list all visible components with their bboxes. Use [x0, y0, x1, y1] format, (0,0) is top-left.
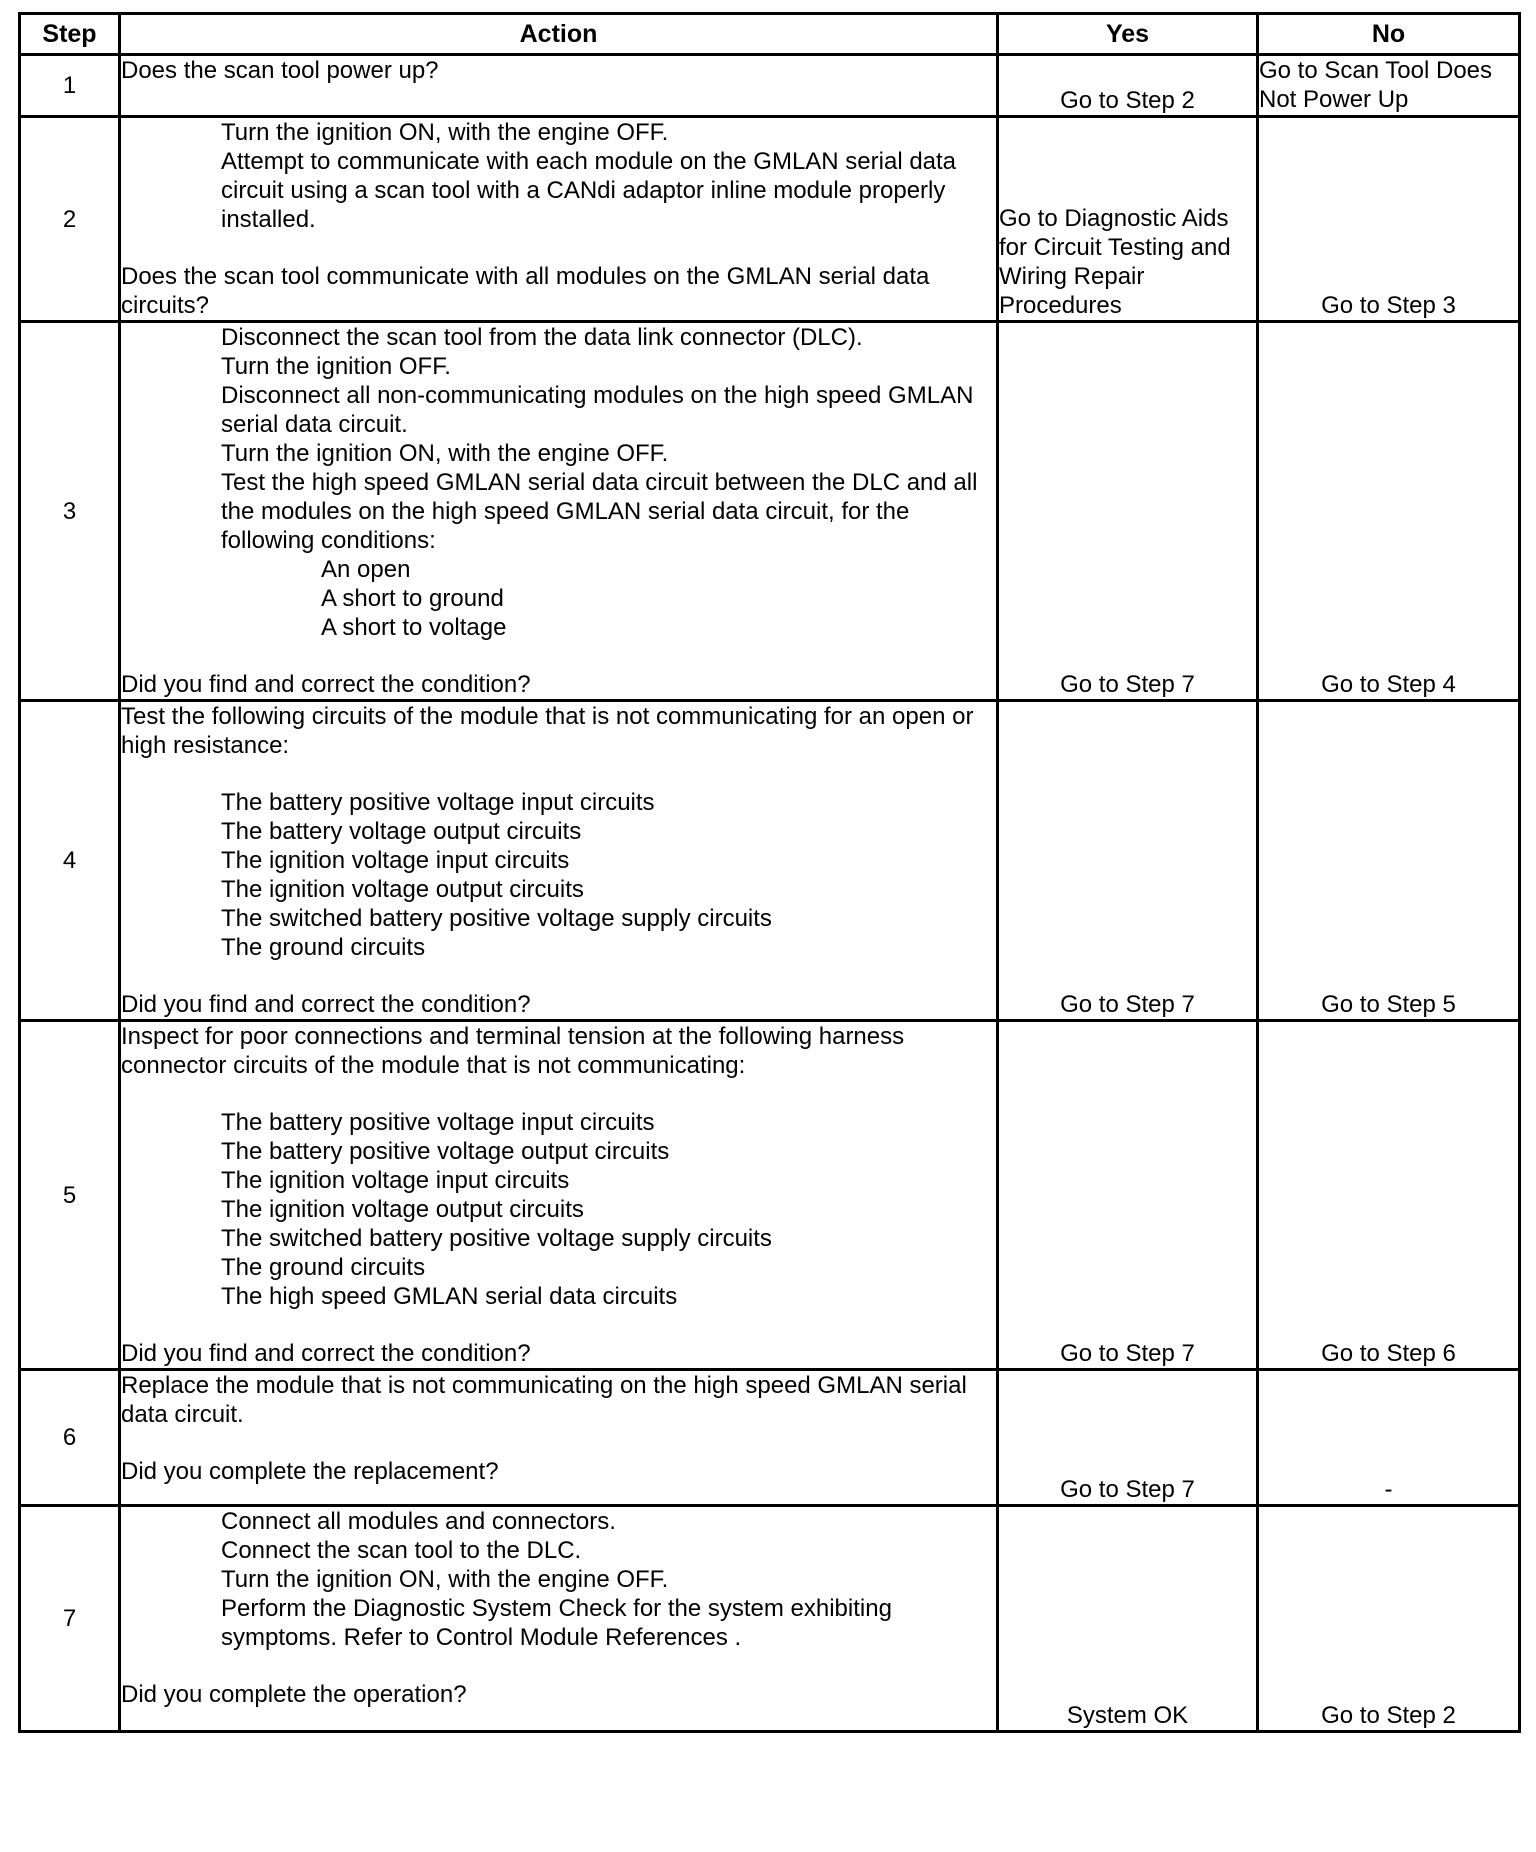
- yes-cell: Go to Step 7: [998, 1021, 1258, 1370]
- step-number: 5: [20, 1021, 120, 1370]
- action-cell: [120, 1370, 998, 1506]
- step-number: 7: [20, 1506, 120, 1732]
- instruction-item: Turn the ignition ON, with the engine OFF.: [221, 440, 669, 467]
- circuit-item: The ignition voltage input circuits: [221, 1167, 570, 1194]
- header-step: Step: [20, 14, 120, 55]
- circuit-item: The ground circuits: [221, 934, 426, 961]
- action-cell: [120, 117, 998, 322]
- action-question: Did you find and correct the condition?: [121, 671, 531, 698]
- circuit-item: The ground circuits: [221, 1254, 426, 1281]
- circuit-item: The ignition voltage input circuits: [221, 847, 570, 874]
- yes-cell: Go to Step 2: [998, 55, 1258, 117]
- yes-cell: System OK: [998, 1506, 1258, 1732]
- header-no: No: [1258, 14, 1520, 55]
- instruction-item: Turn the ignition ON, with the engine OFF.: [221, 119, 669, 146]
- instruction-item: Disconnect all non-communicating modules on the high speed GMLAN serial data circuit.: [221, 382, 974, 438]
- table-header-row: [20, 14, 1520, 55]
- step-number: 6: [20, 1370, 120, 1506]
- diagnostic-table: [18, 12, 1521, 1733]
- instruction-item: Turn the ignition OFF.: [221, 353, 451, 380]
- step-number: 3: [20, 322, 120, 701]
- circuit-item: The ignition voltage output circuits: [221, 1196, 584, 1223]
- action-intro: Inspect for poor connections and terminal tension at the following harness connector circuits of the module that is not communicating:: [121, 1023, 905, 1079]
- yes-cell: Go to Step 7: [998, 701, 1258, 1021]
- action-cell: [120, 322, 998, 701]
- action-question: Did you complete the replacement?: [121, 1458, 499, 1485]
- circuit-item: The switched battery positive voltage supply circuits: [221, 1225, 772, 1252]
- instruction-item: Connect the scan tool to the DLC.: [221, 1537, 582, 1564]
- instruction-item: Turn the ignition ON, with the engine OFF.: [221, 1566, 669, 1593]
- instruction-item: Disconnect the scan tool from the data link connector (DLC).: [221, 324, 863, 351]
- table-row: [20, 701, 1520, 1021]
- table-row: [20, 322, 1520, 701]
- circuit-item: The battery voltage output circuits: [221, 818, 582, 845]
- action-cell: [120, 1021, 998, 1370]
- yes-cell: Go to Diagnostic Aids for Circuit Testing and Wiring Repair Procedures: [998, 117, 1258, 322]
- header-yes: Yes: [998, 14, 1258, 55]
- no-cell: Go to Scan Tool Does Not Power Up: [1258, 55, 1520, 117]
- step-number: 2: [20, 117, 120, 322]
- condition-item: A short to ground: [321, 585, 504, 612]
- condition-item: A short to voltage: [321, 614, 507, 641]
- table-row: [20, 55, 1520, 117]
- action-question: Did you find and correct the condition?: [121, 991, 531, 1018]
- no-cell: Go to Step 5: [1258, 701, 1520, 1021]
- no-cell: -: [1258, 1370, 1520, 1506]
- action-question: Does the scan tool communicate with all modules on the GMLAN serial data circuits?: [121, 263, 930, 319]
- action-question: Does the scan tool power up?: [121, 57, 439, 84]
- no-cell: Go to Step 6: [1258, 1021, 1520, 1370]
- circuit-item: The high speed GMLAN serial data circuits: [221, 1283, 678, 1310]
- table-row: [20, 1021, 1520, 1370]
- yes-cell: Go to Step 7: [998, 322, 1258, 701]
- condition-item: An open: [321, 556, 411, 583]
- step-number: 1: [20, 55, 120, 117]
- no-cell: Go to Step 3: [1258, 117, 1520, 322]
- header-action: Action: [120, 14, 998, 55]
- step-number: 4: [20, 701, 120, 1021]
- instruction-item: Attempt to communicate with each module on the GMLAN serial data circuit using a scan tool with a CANdi adaptor inline module properly installed.: [221, 148, 957, 233]
- action-cell: [120, 55, 998, 117]
- circuit-item: The battery positive voltage input circuits: [221, 1109, 655, 1136]
- circuit-item: The switched battery positive voltage supply circuits: [221, 905, 772, 932]
- instruction-item: Test the high speed GMLAN serial data circuit between the DLC and all the modules on the high speed GMLAN serial data circuit, for the following conditions:: [221, 469, 978, 554]
- action-question: Did you complete the operation?: [121, 1681, 467, 1708]
- yes-cell: Go to Step 7: [998, 1370, 1258, 1506]
- action-intro: Replace the module that is not communicating on the high speed GMLAN serial data circuit.: [121, 1372, 967, 1428]
- instruction-item: Connect all modules and connectors.: [221, 1508, 616, 1535]
- action-question: Did you find and correct the condition?: [121, 1340, 531, 1367]
- action-cell: [120, 1506, 998, 1732]
- no-cell: Go to Step 4: [1258, 322, 1520, 701]
- table-row: [20, 117, 1520, 322]
- action-cell: [120, 701, 998, 1021]
- circuit-item: The battery positive voltage output circuits: [221, 1138, 670, 1165]
- table-row: [20, 1370, 1520, 1506]
- circuit-item: The ignition voltage output circuits: [221, 876, 584, 903]
- instruction-item: Perform the Diagnostic System Check for the system exhibiting symptoms. Refer to Control Module References .: [221, 1595, 892, 1651]
- circuit-item: The battery positive voltage input circuits: [221, 789, 655, 816]
- action-intro: Test the following circuits of the module that is not communicating for an open or high resistance:: [121, 703, 974, 759]
- table-row: [20, 1506, 1520, 1732]
- no-cell: Go to Step 2: [1258, 1506, 1520, 1732]
